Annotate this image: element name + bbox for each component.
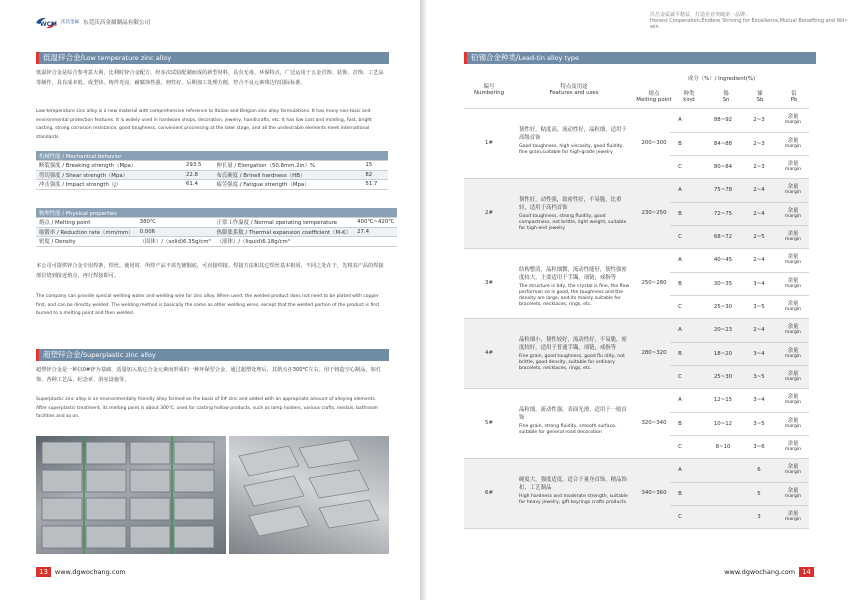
alloy-number: 5# <box>485 419 493 426</box>
margin-cn: 余量 <box>787 300 799 307</box>
margin-en: margin <box>784 353 802 359</box>
superplastic-paragraph-cn: 超塑锌合金是一种以0#锌为基础，适量加入基它合金元素而形成的一种环保型合金，通过超塑处理后，其熔点在300℃左右。用于铸造空心制品，如灯饰、各种工艺品、纪念章、浴室设施等。 <box>36 367 382 383</box>
table-row <box>464 249 809 319</box>
composition-row <box>670 272 809 296</box>
phys-cell: 400℃~420℃ <box>354 218 397 228</box>
phys-cell: 缩锻率 / Reduction rate（mm/mm） <box>36 227 137 237</box>
margin-en: margin <box>784 143 802 149</box>
physical-table <box>36 208 397 247</box>
features-cn: 韧性好，动性强，致密性好，不易脆，比重轻，适用于高档首饰 <box>519 196 622 211</box>
composition-row <box>670 225 809 249</box>
margin-en: margin <box>784 213 802 219</box>
sb-value: 6 <box>757 466 761 473</box>
composition-row <box>670 365 809 389</box>
intro-paragraph-cn: 低温锌合金是综合参考意大利、比利时锌合金配方，经多次试验配制而成的新型材料，具有无毒、环保特点，广泛运用于五金首饰、装饰、首饰、工艺品等制作，具有成本低、成型快、铸件光亮、耐腐蚀性强、韧性好、后期加工处理方便，符合不良元素残达结国际标准。 <box>36 70 384 86</box>
melting-point: 200~300 <box>641 139 667 146</box>
sn-value: 80~84 <box>713 163 733 170</box>
alloy-number: 2# <box>485 209 493 216</box>
sn-value: 84~88 <box>713 140 733 147</box>
alloy-features <box>519 266 631 308</box>
margin-cn: 余量 <box>787 393 799 400</box>
features-cn: 晶粒细小，韧性较好，流动性好，不易脆，密度较好，适用于普通手镯，项链，戒指等 <box>519 336 627 351</box>
margin-en: margin <box>784 493 802 499</box>
features-en: Good toughness, high viscosity, good fluidity, fine grain,suitable for high-grade jewelry <box>519 143 624 155</box>
kind: C <box>678 373 682 380</box>
mech-cell: 22.8 <box>183 170 214 180</box>
pb-value <box>778 348 808 360</box>
mech-cell: 冲击强度 / Impact strength（J） <box>36 180 183 190</box>
kind: B <box>678 420 682 427</box>
company-logo <box>35 15 150 29</box>
mech-cell: 布氏硬度 / Brinell hardness（HB） <box>214 170 363 180</box>
company-name: 东莞沃昌金属制品有限公司 <box>83 20 151 26</box>
header-sb-en: Sb <box>756 97 764 103</box>
margin-en: margin <box>784 166 802 172</box>
features-en: Fine grain, strong fluidity, smooth surface, suitable for general road decoration <box>519 423 617 435</box>
features-cn: 硬度大，强度适度，适合于量身首饰，精品饰扣，工艺制品 <box>519 476 627 491</box>
features-en: The structure is tidy, the crystal is fine, the flow performan ce is good, the toughness and the density are large, and its mainly suitable for bracelets, necklaces, rings, etc. <box>519 283 630 307</box>
mech-cell: 断裂强度 / Breaking strength（Mpa） <box>36 161 183 171</box>
header-pb-en: Pb <box>790 97 798 103</box>
header-sn: 锡 <box>723 91 729 97</box>
kind: B <box>678 210 682 217</box>
features-en: Fine grain, good toughness, good flu idity, not brittle, good density, suitable for ordinary bracelets, necklaces, rings, etc. <box>519 353 625 371</box>
phys-cell: 27.4 <box>354 227 397 237</box>
kind: C <box>678 513 682 520</box>
composition-row <box>670 459 809 482</box>
alloy-features <box>519 336 631 372</box>
sb-value: 2~3 <box>753 116 765 123</box>
kind: C <box>678 163 682 170</box>
margin-en: margin <box>784 306 802 312</box>
margin-en: margin <box>784 259 802 265</box>
table-row <box>464 459 809 529</box>
sn-value: 12~15 <box>713 396 733 403</box>
mech-cell: 剪切强度 / Shear strength（Mpa） <box>36 170 183 180</box>
alloy-number: 4# <box>485 349 493 356</box>
sb-value: 3~4 <box>753 350 765 357</box>
website-url[interactable]: www.dgwochang.com <box>724 568 796 576</box>
sn-value: 68~72 <box>713 233 733 240</box>
sb-value: 3~5 <box>753 303 765 310</box>
table-row <box>464 179 809 249</box>
pb-value <box>778 138 808 150</box>
header-num-en: Numbering <box>474 90 504 96</box>
sb-value: 3~5 <box>753 420 765 427</box>
features-cn: 韧性好，粘度高，流动性好，晶粒细，适用于高级首饰 <box>519 126 627 141</box>
phys-cell: 热膨胀系数 / Thermal expansion coefficient（M-K） <box>214 227 354 237</box>
header-ingredient: 成分（%）/ Ingredient(%) <box>687 76 756 82</box>
phys-cell: 熔点 / Melting point <box>36 218 137 228</box>
pb-value <box>778 161 808 173</box>
sb-value: 3~4 <box>753 396 765 403</box>
section-lead-tin: 铅锡合金种类/Lead-tin alloy type <box>464 52 816 64</box>
lead-tin-table <box>464 70 809 529</box>
composition-row <box>670 342 809 366</box>
page-number: 14 <box>799 567 814 577</box>
mech-cell: 293.5 <box>183 161 214 171</box>
melting-point: 340~360 <box>641 489 667 496</box>
composition-row <box>670 295 809 319</box>
superplastic-paragraph-en: Superplastic zinc alloy is an environmentally friendly alloy formed on the basis of 0# zinc and added with an appropriate amount of alloying elements. After superplastic treatment, its melting point is about 300℃, used for casting hollow products, such as lamp holders, various crafts, medals, bathroom facilities and so on. <box>36 397 378 419</box>
margin-en: margin <box>784 469 802 475</box>
composition-row <box>670 132 809 156</box>
svg-text:WCM: WCM <box>40 21 57 28</box>
pb-value <box>778 488 808 500</box>
slogan-cn: 沃昌金属诚平精益，打造企业突破第一品牌。 <box>650 12 751 18</box>
kind: A <box>678 186 682 193</box>
mechanical-table <box>36 151 388 190</box>
kind: A <box>678 256 682 263</box>
pb-value <box>778 301 808 313</box>
sb-value: 3 <box>757 513 761 520</box>
right-footer <box>724 567 814 577</box>
sn-value: 88~92 <box>713 116 733 123</box>
mechanical-title: 机械性能 / Mechanical behavior <box>36 151 388 161</box>
mech-cell: 15 <box>362 161 388 171</box>
intro-paragraph-en: Low-temperature zinc alloy is a new material with comprehensive reference to Italian and Belgian zinc alloy formulations. It has many non-toxic and environmental protection features. It is widely used in hardware shops, decoration, jewelry, handicrafts, etc. It has low cost and molding, Fast, bright casting, strong corrosion resistance, good toughness, convenient processing at the later stage, and all the undesirable elements meet international standards. <box>36 109 372 140</box>
logo-sub: 沃昌金属 <box>61 20 79 25</box>
sb-value: 2~5 <box>753 233 765 240</box>
kind: B <box>678 140 682 147</box>
composition-row <box>670 319 809 342</box>
composition-row <box>670 412 809 436</box>
alloy-features <box>519 406 631 436</box>
sb-value: 2~4 <box>753 326 765 333</box>
mech-cell: 51.7 <box>362 180 388 190</box>
margin-cn: 余量 <box>787 137 799 144</box>
sn-value: 40~45 <box>713 256 733 263</box>
margin-en: margin <box>784 516 802 522</box>
margin-cn: 余量 <box>787 160 799 167</box>
section-low-temp-zinc: 低温锌合金/Low temperature zinc alloy <box>36 52 389 64</box>
sb-value: 3~4 <box>753 280 765 287</box>
margin-en: margin <box>784 283 802 289</box>
margin-cn: 余量 <box>787 323 799 330</box>
slogan-en: Honest Cooperation,Endless Striving for Excellence,Mutual Benefiting and Win-win <box>650 18 848 30</box>
phys-cell <box>354 237 397 247</box>
composition-row <box>670 179 809 202</box>
margin-cn: 余量 <box>787 277 799 284</box>
sb-value: 2~4 <box>753 256 765 263</box>
sn-value: 75~78 <box>713 186 733 193</box>
composition-row <box>670 249 809 272</box>
welding-paragraph-cn: 本公司可提供锌合金专用焊条，焊丝。使用时，所焊产品不需先镀铜底，可直接焊接。焊接方法和其它焊丝基本相同，不同之处在于，先将其产品的焊接部位烧到接近熔点，再行焊接即可。 <box>36 263 384 279</box>
kind: B <box>678 280 682 287</box>
sn-value: 20~23 <box>713 326 733 333</box>
pb-value <box>778 394 808 406</box>
welding-paragraph-en: The company can provide special welding water and welding wire for zinc alloy. When used, the welded product does not need to be plated with copper first, and can be directly welded. The welding method is basically the same as other welding wires, except that the welded portion of the product is first burned to a melting point and then welded. <box>36 294 380 316</box>
pb-value <box>778 114 808 126</box>
melting-point: 230~250 <box>641 209 667 216</box>
pb-value <box>778 371 808 383</box>
composition-row <box>670 109 809 132</box>
ingot-photos <box>36 436 389 554</box>
table-body <box>464 109 809 529</box>
header-mp: 熔点 <box>648 91 660 97</box>
header-num: 编号 <box>483 84 495 90</box>
table-row <box>464 319 809 389</box>
section-title-en: Lead-tin alloy type <box>518 54 580 62</box>
alloy-number: 3# <box>485 279 493 286</box>
margin-cn: 余量 <box>787 417 799 424</box>
sn-value: 25~30 <box>713 373 733 380</box>
sn-value: 18~20 <box>713 350 733 357</box>
table-header <box>464 70 809 109</box>
logo-mark-icon <box>35 15 57 29</box>
phys-cell: 正常工作温度 / Normal operating temperature <box>214 218 354 228</box>
pb-value <box>778 184 808 196</box>
section-title-en: Superplastic zinc alloy <box>83 351 156 359</box>
mech-cell: 疲劳强度 / Fatigue strength（Mpa） <box>214 180 363 190</box>
sb-value: 2~4 <box>753 186 765 193</box>
header-kind-en: kind <box>683 97 695 103</box>
phys-cell: （液体）/（liquid)6.18g/cm³ <box>214 237 354 247</box>
pb-value <box>778 418 808 430</box>
sb-value: 3~5 <box>753 373 765 380</box>
kind: B <box>678 350 682 357</box>
margin-cn: 余量 <box>787 440 799 447</box>
sb-value: 2~4 <box>753 210 765 217</box>
margin-cn: 余量 <box>787 487 799 494</box>
composition-row <box>670 155 809 179</box>
alloy-features <box>519 476 631 506</box>
page-number: 13 <box>36 567 51 577</box>
phys-cell: 密度 / Density <box>36 237 137 247</box>
phys-cell: （固体）/（solid)6.35g/cm³ <box>137 237 214 247</box>
sn-value: 30~35 <box>713 280 733 287</box>
website-url[interactable]: www.dgwochang.com <box>54 568 126 576</box>
margin-cn: 余量 <box>787 113 799 120</box>
header-sb: 锑 <box>757 91 763 97</box>
header-mp-en: Melting point <box>636 97 672 103</box>
margin-cn: 余量 <box>787 230 799 237</box>
margin-en: margin <box>784 399 802 405</box>
alloy-features <box>519 126 631 156</box>
section-title-cn: 铅锡合金种类 <box>471 53 516 62</box>
composition-row <box>670 482 809 506</box>
left-footer <box>36 567 126 577</box>
alloy-number: 1# <box>485 139 493 146</box>
pb-value <box>778 278 808 290</box>
margin-en: margin <box>784 376 802 382</box>
kind: A <box>678 466 682 473</box>
sb-value: 5 <box>757 490 761 497</box>
ingot-photo-1 <box>36 436 226 554</box>
kind: A <box>678 116 682 123</box>
pb-value <box>778 231 808 243</box>
section-title-cn: 超塑锌合金 <box>43 350 81 359</box>
pb-value <box>778 441 808 453</box>
section-title-cn: 低温锌合金 <box>43 53 81 62</box>
kind: C <box>678 233 682 240</box>
pb-value <box>778 324 808 336</box>
kind: A <box>678 396 682 403</box>
physical-title: 物理性能 / Physical properties <box>36 208 397 218</box>
features-cn: 结构整清，晶粒细微，流动性能好，韧性强密度较大，主要适用于手镯，项链，戒指等 <box>519 266 627 281</box>
phys-cell: 0.006 <box>137 227 214 237</box>
section-superplastic-zinc: 超塑锌合金/Superplastic zinc alloy <box>36 349 389 361</box>
margin-cn: 余量 <box>787 183 799 190</box>
composition-row <box>670 435 809 459</box>
sb-value: 3~6 <box>753 443 765 450</box>
table-row <box>464 389 809 459</box>
margin-cn: 余量 <box>787 347 799 354</box>
margin-cn: 余量 <box>787 253 799 260</box>
composition-row <box>670 505 809 529</box>
header-sn-en: Sn <box>722 97 730 103</box>
melting-point: 250~280 <box>641 279 667 286</box>
composition-row <box>670 389 809 412</box>
alloy-number: 6# <box>485 489 493 496</box>
pb-value <box>778 511 808 523</box>
section-title-en: Low temperature zinc alloy <box>83 54 172 62</box>
margin-en: margin <box>784 236 802 242</box>
kind: C <box>678 443 682 450</box>
sn-value: 10~12 <box>713 420 733 427</box>
features-en: Good toughness, strong fluidity, good compactness, not brittle, light weight, suitable for high-end jewelry <box>519 213 627 231</box>
header-features: 特点及用途 <box>560 84 588 90</box>
pb-value <box>778 254 808 266</box>
sb-value: 2~3 <box>753 140 765 147</box>
melting-point: 280~320 <box>641 349 667 356</box>
pb-value <box>778 464 808 476</box>
composition-row <box>670 202 809 226</box>
sn-value: 25~30 <box>713 303 733 310</box>
sn-value: 8~10 <box>715 443 731 450</box>
pb-value <box>778 208 808 220</box>
kind: B <box>678 490 682 497</box>
alloy-features <box>519 196 631 232</box>
kind: C <box>678 303 682 310</box>
right-header <box>650 12 850 30</box>
ingot-photo-2 <box>229 436 389 554</box>
header-pb: 铅 <box>791 91 797 97</box>
margin-en: margin <box>784 119 802 125</box>
header-kind: 种类 <box>683 91 695 97</box>
kind: A <box>678 326 682 333</box>
table-row <box>464 109 809 179</box>
sn-value: 72~75 <box>713 210 733 217</box>
margin-cn: 余量 <box>787 510 799 517</box>
header-features-en: Features and uses <box>549 90 599 96</box>
mech-cell: 61.4 <box>183 180 214 190</box>
sb-value: 2~3 <box>753 163 765 170</box>
features-en: High hardness and moderate strength, suitable for heavy jewelry, gift keyrings crafts products <box>519 493 628 505</box>
mech-cell: 伸长量 / Elongation（50.8mm.2in）% <box>214 161 363 171</box>
margin-en: margin <box>784 189 802 195</box>
margin-en: margin <box>784 446 802 452</box>
left-page <box>0 0 424 600</box>
margin-cn: 余量 <box>787 370 799 377</box>
margin-en: margin <box>784 423 802 429</box>
margin-cn: 余量 <box>787 207 799 214</box>
melting-point: 320~340 <box>641 419 667 426</box>
margin-en: margin <box>784 329 802 335</box>
margin-cn: 余量 <box>787 463 799 470</box>
features-cn: 晶粒细，流动性强，表面光滑，适用于一般首饰 <box>519 406 627 421</box>
phys-cell: 380℃ <box>137 218 214 228</box>
mech-cell: 82 <box>362 170 388 180</box>
